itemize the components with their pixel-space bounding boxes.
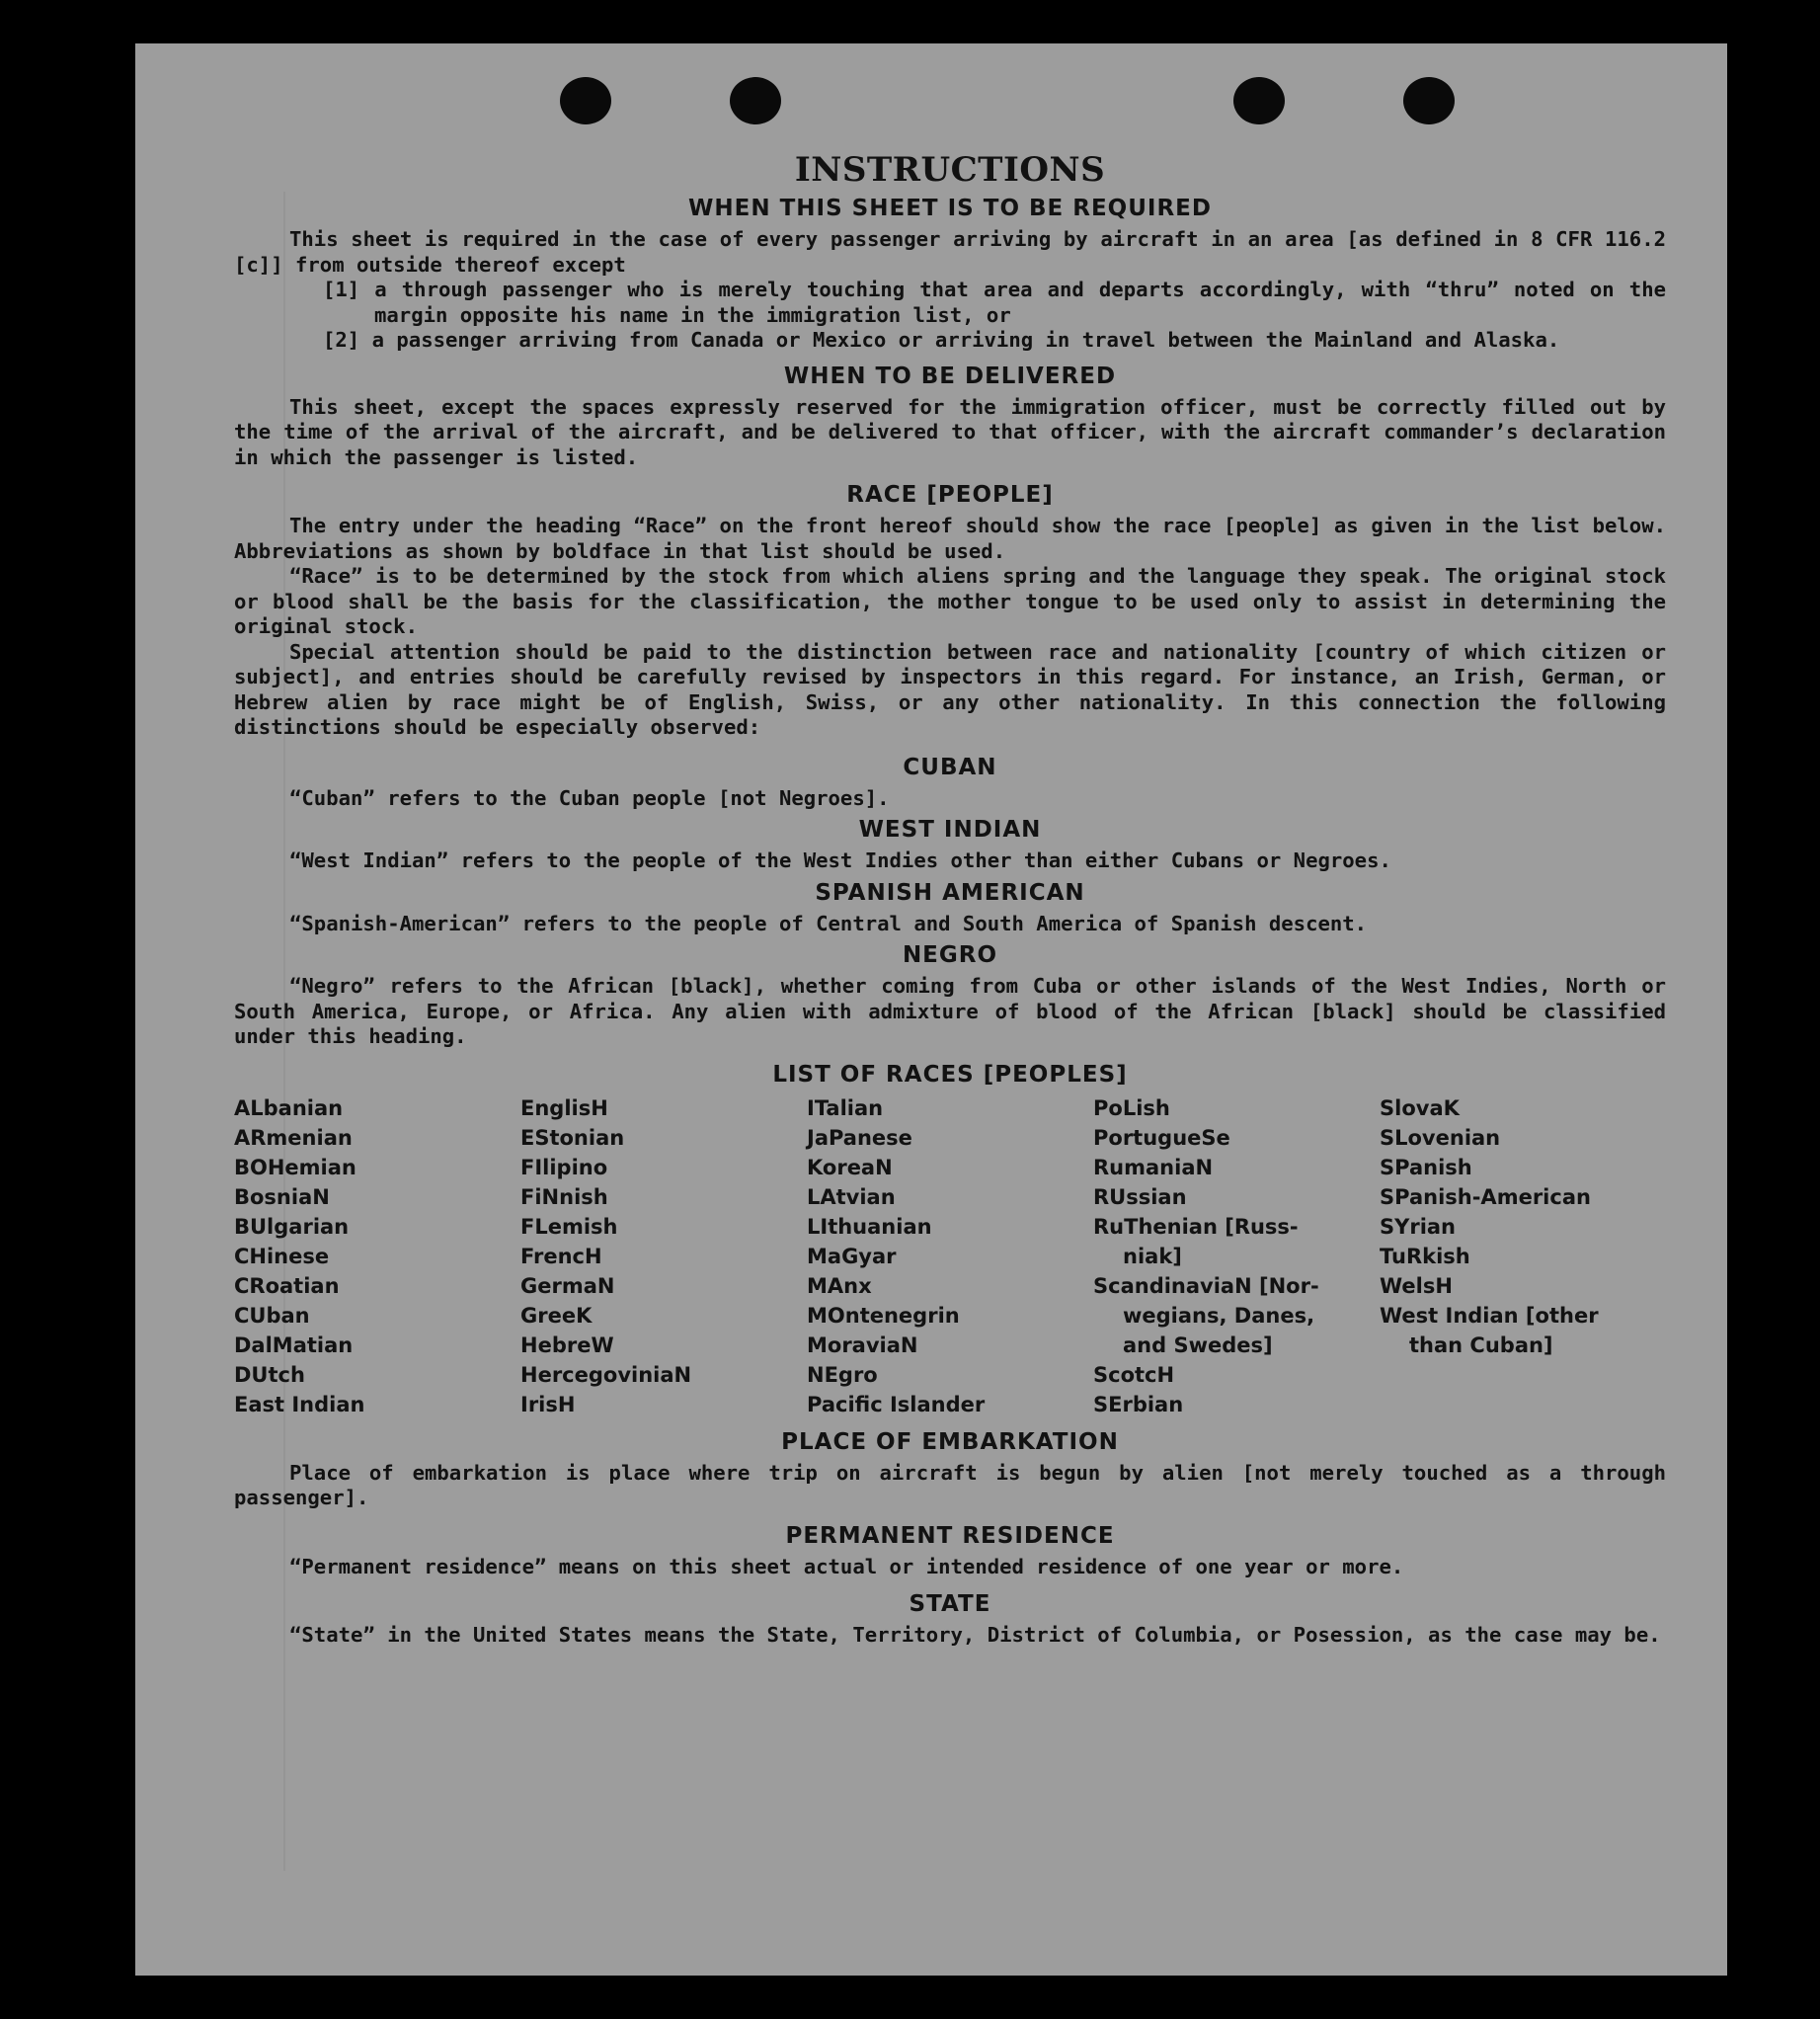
exception-item-2: [2] a passenger arriving from Canada or Mexico or arriving in travel between the Mainland and Alaska. [323, 328, 1560, 352]
negro-text: “Negro” refers to the African [black], whether coming from Cuba or other islands of the West Indies, North or South America, Europe, or Africa. Any alien with admixture of blood of the African [black] should be classified under this heading. [234, 974, 1666, 1048]
race-entry: FiNnish [520, 1184, 608, 1209]
punch-hole [560, 77, 611, 124]
cuban-text: “Cuban” refers to the Cuban people [not Negroes]. [289, 785, 890, 810]
race-entry: BosniaN [234, 1184, 330, 1209]
race-paragraph-3: Special attention should be paid to the distinction between race and nationality [country of which citizen or subject], and entries should be carefully revised by inspectors in this regard. For instance, an Irish, German, or Hebrew alien by race might be of English, Swiss, or any other nationality. In this connection the following distinctions should be especially observed: [234, 639, 1666, 739]
race-entry-continued: and Swedes] [1123, 1333, 1273, 1357]
document-sheet [135, 43, 1727, 1976]
race-entry: TuRkish [1380, 1244, 1470, 1268]
race-entry: NEgro [807, 1362, 878, 1387]
race-entry-continued: wegians, Danes, [1123, 1303, 1315, 1328]
west-indian-text: “West Indian” refers to the people of the West Indies other than either Cubans or Negroes. [289, 848, 1391, 872]
race-entry: MaGyar [807, 1244, 897, 1268]
spanish-american-text: “Spanish-American” refers to the people of Central and South America of Spanish descent. [289, 911, 1368, 935]
race-entry: CRoatian [234, 1273, 340, 1298]
race-entry: BOHemian [234, 1155, 356, 1179]
state-text: “State” in the United States means the State, Territory, District of Columbia, or Posession, as the case may be. [289, 1623, 1661, 1647]
exception-item-1: [1] a through passenger who is merely touching that area and departs accordingly, with “thru” noted on the margin opposite his name in the immigration list, or [323, 278, 1666, 327]
race-entry: ALbanian [234, 1095, 344, 1120]
race-entry: ScandinaviaN [Nor- [1093, 1273, 1319, 1298]
races-column-5 [1380, 1093, 1666, 1419]
race-entry: PortugueSe [1093, 1125, 1230, 1150]
races-column-1 [234, 1093, 520, 1419]
race-entry: SErbian [1093, 1392, 1184, 1416]
race-entry: SLovenian [1380, 1125, 1501, 1150]
heading-west-indian: WEST INDIAN [858, 817, 1042, 843]
race-entry: GermaN [520, 1273, 615, 1298]
race-entry: RUssian [1093, 1184, 1187, 1209]
race-entry: MAnx [807, 1273, 872, 1298]
race-entry: East Indian [234, 1392, 365, 1416]
embarkation-text: Place of embarkation is place where trip on aircraft is begun by alien [not merely touched as a through passenger]. [234, 1460, 1666, 1509]
heading-race: RACE [PEOPLE] [846, 482, 1054, 508]
race-entry: BUlgarian [234, 1214, 350, 1239]
race-paragraph-2: “Race” is to be determined by the stock from which aliens spring and the language they speak. The original stock or blood shall be the basis for the classification, the mother tongue to be used only to assist in determining the original stock. [234, 564, 1666, 638]
heading-embarkation: PLACE OF EMBARKATION [781, 1428, 1119, 1455]
race-paragraph-1: The entry under the heading “Race” on the front hereof should show the race [people] as given in the list below. Abbreviations as shown by boldface in that list should be used. [234, 514, 1666, 563]
race-entry-continued: niak] [1123, 1244, 1182, 1268]
delivered-text: This sheet, except the spaces expressly reserved for the immigration officer, must be correctly filled out by the time of the arrival of the aircraft, and be delivered to that officer, with the aircraft commander’s declaration in which the passenger is listed. [234, 394, 1666, 469]
race-entry: West Indian [other [1380, 1303, 1599, 1328]
race-entry: Pacific Islander [807, 1392, 986, 1416]
race-entry: SlovaK [1380, 1095, 1460, 1120]
race-entry: EStonian [520, 1125, 625, 1150]
race-entry: WelsH [1380, 1273, 1453, 1298]
heading-negro: NEGRO [902, 942, 998, 968]
page-title: INSTRUCTIONS [794, 150, 1106, 190]
race-entry: JaPanese [807, 1125, 912, 1150]
race-entry: SPanish [1380, 1155, 1472, 1179]
punch-hole [730, 77, 781, 124]
race-entry: LAtvian [807, 1184, 896, 1209]
race-entry: ARmenian [234, 1125, 353, 1150]
punch-hole [1403, 77, 1455, 124]
race-entry: DUtch [234, 1362, 305, 1387]
residence-text: “Permanent residence” means on this sheet actual or intended residence of one year or more. [289, 1554, 1404, 1578]
race-entry: DalMatian [234, 1333, 354, 1357]
race-entry: ScotcH [1093, 1362, 1175, 1387]
race-entry: FIlipino [520, 1155, 608, 1179]
races-column-4 [1093, 1093, 1380, 1419]
heading-state: STATE [909, 1591, 991, 1617]
heading-cuban: CUBAN [903, 754, 997, 780]
race-entry: PoLish [1093, 1095, 1170, 1120]
races-column-2 [520, 1093, 807, 1419]
races-list [234, 1093, 1666, 1419]
race-entry: MOntenegrin [807, 1303, 960, 1328]
race-entry: CHinese [234, 1244, 330, 1268]
race-entry: SYrian [1380, 1214, 1457, 1239]
race-entry: EnglisH [520, 1095, 608, 1120]
race-entry: IrisH [520, 1392, 576, 1416]
race-entry-continued: than Cuban] [1409, 1333, 1553, 1357]
race-entry: FrencH [520, 1244, 602, 1268]
race-entry: MoraviaN [807, 1333, 918, 1357]
race-entry: HercegoviniaN [520, 1362, 692, 1387]
race-entry: RuThenian [Russ- [1093, 1214, 1299, 1239]
races-column-3 [807, 1093, 1093, 1419]
punch-hole [1233, 77, 1285, 124]
heading-delivered: WHEN TO BE DELIVERED [783, 363, 1117, 389]
race-entry: RumaniaN [1093, 1155, 1214, 1179]
race-entry: ITalian [807, 1095, 884, 1120]
race-entry: SPanish-American [1380, 1184, 1591, 1209]
heading-permanent-residence: PERMANENT RESIDENCE [785, 1522, 1115, 1549]
race-entry: KoreaN [807, 1155, 893, 1179]
heading-list-of-races: LIST OF RACES [PEOPLES] [772, 1061, 1128, 1088]
race-entry: LIthuanian [807, 1214, 932, 1239]
instructions-body [234, 150, 1666, 1649]
required-text: This sheet is required in the case of every passenger arriving by aircraft in an area [as defined in 8 CFR 116.2 [c]] from outside thereof except [234, 227, 1666, 277]
race-entry: CUban [234, 1303, 310, 1328]
race-entry: FLemish [520, 1214, 618, 1239]
heading-required: WHEN THIS SHEET IS TO BE REQUIRED [688, 196, 1212, 221]
heading-spanish-american: SPANISH AMERICAN [815, 879, 1085, 906]
race-entry: GreeK [520, 1303, 593, 1328]
race-entry: HebreW [520, 1333, 614, 1357]
